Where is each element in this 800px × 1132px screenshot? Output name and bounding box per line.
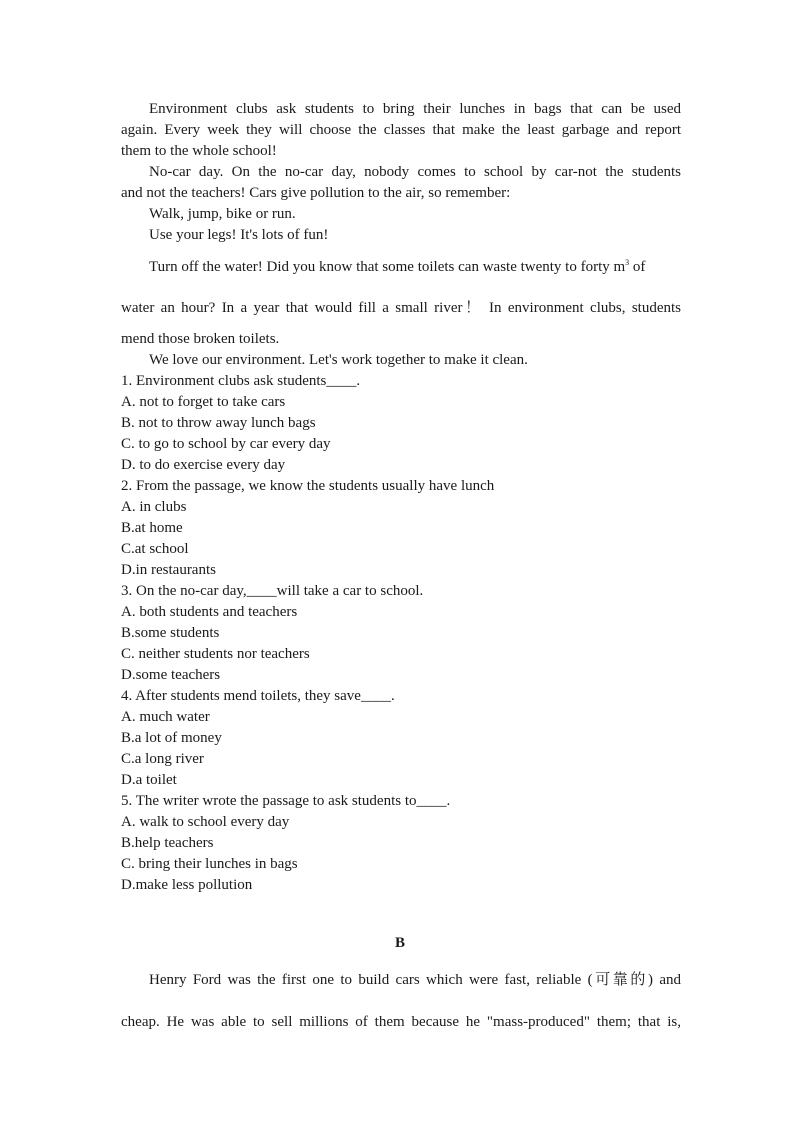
paragraph-line: We love our environment. Let's work together to make it clean. [149, 352, 528, 368]
paragraph-text: of [629, 259, 646, 275]
question-stem: 1. Environment clubs ask students____. [121, 373, 361, 389]
answer-option: B.a lot of money [121, 730, 222, 746]
answer-option: A. much water [121, 709, 210, 725]
answer-option: B.help teachers [121, 835, 214, 851]
answer-option: D.in restaurants [121, 562, 216, 578]
answer-option: C.at school [121, 541, 189, 557]
answer-option: D.a toilet [121, 772, 177, 788]
answer-option: D.some teachers [121, 667, 221, 683]
paragraph-line: Henry Ford was the first one to build cars which were fast, reliable (可靠的) and [149, 972, 681, 988]
question-stem: 4. After students mend toilets, they save____. [121, 688, 395, 704]
paragraph-line: No-car day. On the no-car day, nobody comes to school by car-not the students [149, 164, 681, 180]
answer-option: A. not to forget to take cars [121, 394, 286, 410]
paragraph-line: water an hour? In a year that would fill a small river！ In environment clubs, students [121, 300, 681, 316]
answer-option: A. in clubs [121, 499, 187, 515]
paragraph-line: Walk, jump, bike or run. [149, 206, 296, 222]
answer-option: C. bring their lunches in bags [121, 856, 298, 872]
paragraph-text: Turn off the water! Did you know that some toilets can waste twenty to forty m [149, 259, 626, 275]
paragraph-line: cheap. He was able to sell millions of them because he "mass-produced" them; that is, [121, 1014, 681, 1030]
answer-option: B.at home [121, 520, 183, 536]
paragraph-line: mend those broken toilets. [121, 331, 280, 347]
paragraph-line: again. Every week they will choose the classes that make the least garbage and report [121, 122, 681, 138]
answer-option: A. both students and teachers [121, 604, 298, 620]
answer-option: B.some students [121, 625, 220, 641]
paragraph-line: them to the whole school! [121, 143, 277, 159]
paragraph-line: Environment clubs ask students to bring their lunches in bags that can be used [149, 101, 681, 117]
question-stem: 5. The writer wrote the passage to ask students to____. [121, 793, 451, 809]
paragraph-line: and not the teachers! Cars give pollution to the air, so remember: [121, 185, 511, 201]
paragraph-line [149, 257, 681, 277]
answer-option: D. to do exercise every day [121, 457, 286, 473]
answer-option: C.a long river [121, 751, 204, 767]
superscript: 3 [625, 258, 630, 267]
answer-option: A. walk to school every day [121, 814, 290, 830]
answer-option: C. to go to school by car every day [121, 436, 331, 452]
paragraph-line: Use your legs! It's lots of fun! [149, 227, 329, 243]
section-heading: B [394, 935, 405, 951]
question-stem: 3. On the no-car day,____will take a car to school. [121, 583, 424, 599]
answer-option: D.make less pollution [121, 877, 253, 893]
answer-option: B. not to throw away lunch bags [121, 415, 316, 431]
question-stem: 2. From the passage, we know the students usually have lunch [121, 478, 495, 494]
answer-option: C. neither students nor teachers [121, 646, 310, 662]
